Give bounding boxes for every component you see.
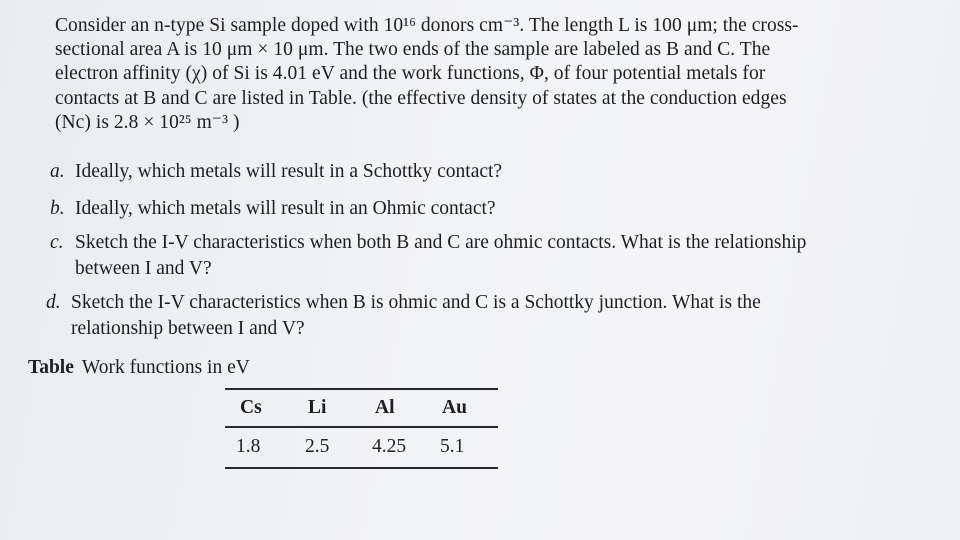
intro-line-2: sectional area A is 10 μm × 10 μm. The two ends of the sample are labeled as B and C. The	[55, 39, 771, 61]
table-bottom-rule	[225, 467, 498, 469]
intro-line-5: (Nc) is 2.8 × 10²⁵ m⁻³ )	[55, 111, 240, 133]
question-b-marker: b.	[50, 198, 65, 219]
question-b	[50, 196, 496, 222]
table-value-al: 4.25	[372, 436, 407, 457]
table-header-au: Au	[442, 397, 467, 418]
problem-statement	[55, 14, 895, 135]
table-value-au: 5.1	[440, 436, 465, 457]
intro-line-3: electron affinity (χ) of Si is 4.01 eV and the work functions, Φ, of four potential metals for	[55, 63, 766, 85]
table-value-li: 2.5	[305, 436, 330, 457]
table-header-al: Al	[375, 397, 395, 418]
table-label: Table	[28, 357, 74, 378]
table-value-cs: 1.8	[236, 436, 261, 457]
question-b-text: Ideally, which metals will result in an Ohmic contact?	[75, 198, 496, 219]
question-d	[46, 290, 761, 342]
question-a-text: Ideally, which metals will result in a Schottky contact?	[75, 161, 503, 182]
question-a-marker: a.	[50, 161, 65, 182]
question-c-text-continued: between I and V?	[75, 258, 212, 279]
question-c-marker: c.	[50, 232, 64, 253]
question-d-marker: d.	[46, 292, 61, 313]
intro-line-4: contacts at B and C are listed in Table. (the effective density of states at the conduction edges	[55, 87, 787, 109]
table-caption	[28, 355, 250, 381]
table-header-li: Li	[308, 397, 327, 418]
question-c	[50, 230, 806, 282]
question-a	[50, 159, 502, 185]
question-d-text-continued: relationship between I and V?	[71, 318, 305, 339]
intro-line-1: Consider an n-type Si sample doped with 10¹⁶ donors cm⁻³. The length L is 100 μm; the cross-	[55, 15, 799, 36]
table-caption-text: Work functions in eV	[81, 357, 250, 378]
table-header-rule	[225, 426, 498, 428]
table-header-cs: Cs	[240, 397, 262, 418]
table-top-rule	[225, 388, 498, 390]
question-d-text: Sketch the I-V characteristics when B is ohmic and C is a Schottky junction. What is the	[71, 292, 761, 313]
question-c-text: Sketch the I-V characteristics when both B and C are ohmic contacts. What is the relationship	[75, 232, 807, 253]
